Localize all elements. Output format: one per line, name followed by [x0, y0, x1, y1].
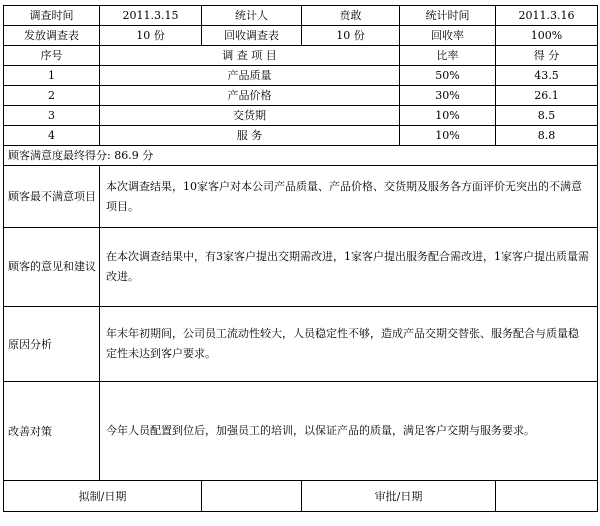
statistician-label: 统计人	[202, 6, 302, 26]
final-score: 顾客满意度最终得分: 86.9 分	[4, 146, 598, 166]
item-ratio: 30%	[400, 86, 496, 106]
section-text: 今年人员配置到位后，加强员工的培训，以保证产品的质量，满足客户交期与服务要求。	[100, 382, 598, 481]
column-ratio-header: 比率	[400, 46, 496, 66]
stat-time-value: 2011.3.16	[496, 6, 598, 26]
item-ratio: 50%	[400, 66, 496, 86]
item-score: 43.5	[496, 66, 598, 86]
item-name: 产品质量	[100, 66, 400, 86]
statistician-value: 贲敢	[302, 6, 400, 26]
issued-label: 发放调查表	[4, 26, 100, 46]
item-ratio: 10%	[400, 126, 496, 146]
item-index: 3	[4, 106, 100, 126]
issued-value: 10 份	[100, 26, 202, 46]
approved-by-label: 审批/日期	[302, 481, 496, 512]
prepared-by-field	[202, 481, 302, 512]
section-text: 在本次调查结果中，有3家客户提出交期需改进，1家客户提出服务配合需改进，1家客户提出质量需改进。	[100, 228, 598, 307]
item-name: 服 务	[100, 126, 400, 146]
item-index: 2	[4, 86, 100, 106]
approved-by-field	[496, 481, 598, 512]
returned-label: 回收调查表	[202, 26, 302, 46]
section-label: 原因分析	[4, 307, 100, 382]
customer-satisfaction-table	[3, 5, 598, 512]
item-score: 26.1	[496, 86, 598, 106]
prepared-by-label: 拟制/日期	[4, 481, 202, 512]
section-label: 改善对策	[4, 382, 100, 481]
return-rate-label: 回收率	[400, 26, 496, 46]
column-index-header: 序号	[4, 46, 100, 66]
column-item-header: 调 查 项 目	[100, 46, 400, 66]
item-ratio: 10%	[400, 106, 496, 126]
section-label: 顾客最不满意项目	[4, 166, 100, 228]
item-name: 交货期	[100, 106, 400, 126]
column-score-header: 得 分	[496, 46, 598, 66]
section-text: 年末年初期间，公司员工流动性较大，人员稳定性不够，造成产品交期交替张、服务配合与质量稳定性未达到客户要求。	[100, 307, 598, 382]
survey-time-label: 调查时间	[4, 6, 100, 26]
returned-value: 10 份	[302, 26, 400, 46]
stat-time-label: 统计时间	[400, 6, 496, 26]
section-label: 顾客的意见和建议	[4, 228, 100, 307]
item-score: 8.8	[496, 126, 598, 146]
item-name: 产品价格	[100, 86, 400, 106]
item-index: 4	[4, 126, 100, 146]
item-index: 1	[4, 66, 100, 86]
survey-time-value: 2011.3.15	[100, 6, 202, 26]
item-score: 8.5	[496, 106, 598, 126]
section-text: 本次调查结果，10家客户对本公司产品质量、产品价格、交货期及服务各方面评价无突出的不满意项目。	[100, 166, 598, 228]
return-rate-value: 100%	[496, 26, 598, 46]
